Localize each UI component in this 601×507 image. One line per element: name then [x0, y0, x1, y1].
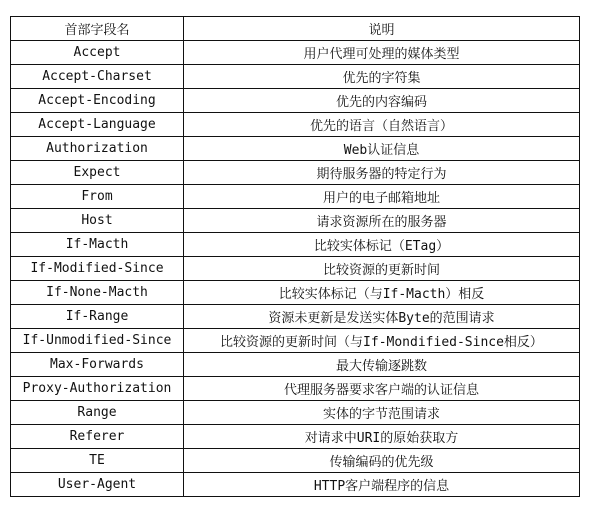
description-cell: 比较资源的更新时间: [184, 257, 580, 281]
request-header-table-container: [10, 16, 580, 497]
table-row: [11, 281, 580, 305]
column-header-description: 说明: [184, 17, 580, 41]
description-cell: 代理服务器要求客户端的认证信息: [184, 377, 580, 401]
field-name-cell: Proxy-Authorization: [11, 377, 184, 401]
description-cell: 比较实体标记（与If-Macth）相反: [184, 281, 580, 305]
table-row: [11, 425, 580, 449]
table-row: [11, 353, 580, 377]
description-cell: Web认证信息: [184, 137, 580, 161]
description-cell: 期待服务器的特定行为: [184, 161, 580, 185]
field-name-cell: Authorization: [11, 137, 184, 161]
description-cell: 请求资源所在的服务器: [184, 209, 580, 233]
field-name-cell: If-Modified-Since: [11, 257, 184, 281]
table-row: [11, 257, 580, 281]
table-row: [11, 377, 580, 401]
field-name-cell: User-Agent: [11, 473, 184, 497]
field-name-cell: Accept-Charset: [11, 65, 184, 89]
description-cell: 用户的电子邮箱地址: [184, 185, 580, 209]
field-name-cell: If-None-Macth: [11, 281, 184, 305]
field-name-cell: Expect: [11, 161, 184, 185]
field-name-cell: Referer: [11, 425, 184, 449]
table-row: [11, 305, 580, 329]
table-row: [11, 449, 580, 473]
table-row: [11, 41, 580, 65]
description-cell: HTTP客户端程序的信息: [184, 473, 580, 497]
description-cell: 用户代理可处理的媒体类型: [184, 41, 580, 65]
field-name-cell: Accept-Language: [11, 113, 184, 137]
description-cell: 传输编码的优先级: [184, 449, 580, 473]
column-header-field-name: 首部字段名: [11, 17, 184, 41]
description-cell: 优先的语言（自然语言）: [184, 113, 580, 137]
field-name-cell: If-Range: [11, 305, 184, 329]
table-header-row: [11, 17, 580, 41]
field-name-cell: Range: [11, 401, 184, 425]
table-row: [11, 65, 580, 89]
description-cell: 优先的内容编码: [184, 89, 580, 113]
table-row: [11, 89, 580, 113]
field-name-cell: Max-Forwards: [11, 353, 184, 377]
table-row: [11, 113, 580, 137]
field-name-cell: From: [11, 185, 184, 209]
table-row: [11, 329, 580, 353]
table-row: [11, 185, 580, 209]
description-cell: 比较实体标记（ETag）: [184, 233, 580, 257]
table-row: [11, 401, 580, 425]
description-cell: 实体的字节范围请求: [184, 401, 580, 425]
table-row: [11, 233, 580, 257]
field-name-cell: If-Macth: [11, 233, 184, 257]
description-cell: 资源未更新是发送实体Byte的范围请求: [184, 305, 580, 329]
description-cell: 优先的字符集: [184, 65, 580, 89]
field-name-cell: Accept-Encoding: [11, 89, 184, 113]
request-header-table: [10, 16, 580, 497]
description-cell: 比较资源的更新时间（与If-Mondified-Since相反）: [184, 329, 580, 353]
field-name-cell: TE: [11, 449, 184, 473]
description-cell: 对请求中URI的原始获取方: [184, 425, 580, 449]
table-row: [11, 473, 580, 497]
table-row: [11, 137, 580, 161]
field-name-cell: If-Unmodified-Since: [11, 329, 184, 353]
field-name-cell: Host: [11, 209, 184, 233]
description-cell: 最大传输逐跳数: [184, 353, 580, 377]
table-row: [11, 209, 580, 233]
field-name-cell: Accept: [11, 41, 184, 65]
table-row: [11, 161, 580, 185]
